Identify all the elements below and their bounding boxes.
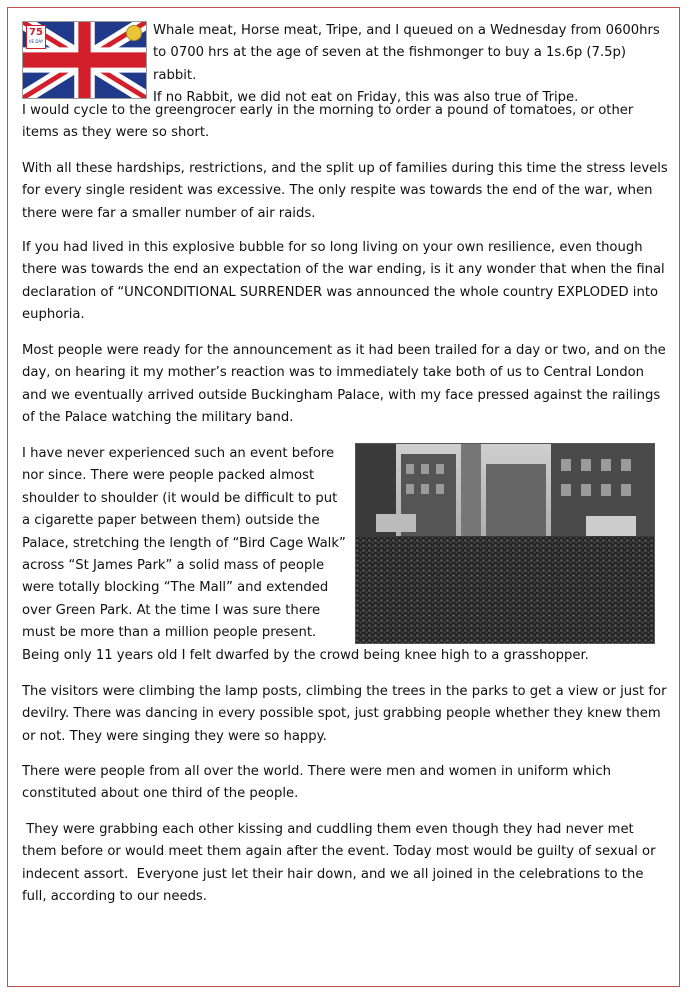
paragraph-8: There were people from all over the world. There were men and women in uniform which constituted about one third of the people. [22,764,611,802]
paragraph-6-line: were totally blocking “The Mall” and extended [22,580,329,596]
union-jack-75-image [22,21,147,99]
paragraph-2: I would cycle to the greengrocer early in the morning to order a pound of tomatoes, or other items as they were so short. [22,103,634,141]
paragraph-1-line: to 0700 hrs at the age of seven at the fishmonger to buy a 1s.6p (7.5p) rabbit. [153,45,627,83]
anniversary-subtitle: VE DAY [28,39,44,44]
paragraph-6-line: I have never experienced such an event before [22,446,335,461]
paragraph-6-line: Being only 11 years old I felt dwarfed by the crowd being knee high to a grasshopper. [22,647,589,663]
paragraph-6-line: over Green Park. At the time I was sure there [22,602,321,618]
paragraph-6-line: must be more than a million people present. [22,625,317,641]
paragraph-3: With all these hardships, restrictions, and the split up of families during this time the stress levels for every single resident was excessive. The only respite was towards the end of the war, when there were far a smaller number of air raids. [22,161,668,221]
anniversary-badge [26,25,46,49]
paragraph-7: The visitors were climbing the lamp posts, climbing the trees in the parks to get a view or just for devilry. There was dancing in every possible spot, just grabbing people whether they knew them or not. They were singing they were so happy. [22,684,667,744]
anniversary-number: 75 [29,27,43,38]
paragraph-6-line: a cigarette paper between them) outside the [22,513,320,529]
paragraph-6-line: across “St James Park” a solid mass of people [22,558,325,574]
paragraph-1-line: Whale meat, Horse meat, Tripe, and I queued on a Wednesday from 0600hrs [153,23,660,38]
paragraph-6 [22,443,672,667]
paragraph-1-line: If no Rabbit, we did not eat on Friday, this was also true of Tripe. [153,90,579,106]
paragraph-6-line: Palace, stretching the length of “Bird Cage Walk” [22,535,346,551]
paragraph-1 [153,20,673,110]
paragraph-6-line: shoulder to shoulder (it would be difficult to put [22,490,338,506]
emblem-icon [126,25,142,41]
paragraph-9: They were grabbing each other kissing and cuddling them even though they had never met them before or would meet them again after the event. Today most would be guilty of sexual or indecent assort. Everyone just let their hair down, and we all joined in the celebrations to the full, according to our needs. [22,822,660,905]
paragraph-6-line: nor since. There were people packed almost [22,468,315,484]
paragraph-4: If you had lived in this explosive bubble for so long living on your own resilience, even though there was towards the end an expectation of the war ending, is it any wonder that when the final declaration of “UNCONDITIONAL SURRENDER was announced the whole country EXPLODED into euphoria. [22,240,665,323]
paragraph-5: Most people were ready for the announcement as it had been trailed for a day or two, and on the day, on hearing it my mother’s reaction was to immediately take both of us to Central London and we eventually arrived outside Buckingham Palace, with my face pressed against the railings of the Palace watching the military band. [22,343,666,426]
